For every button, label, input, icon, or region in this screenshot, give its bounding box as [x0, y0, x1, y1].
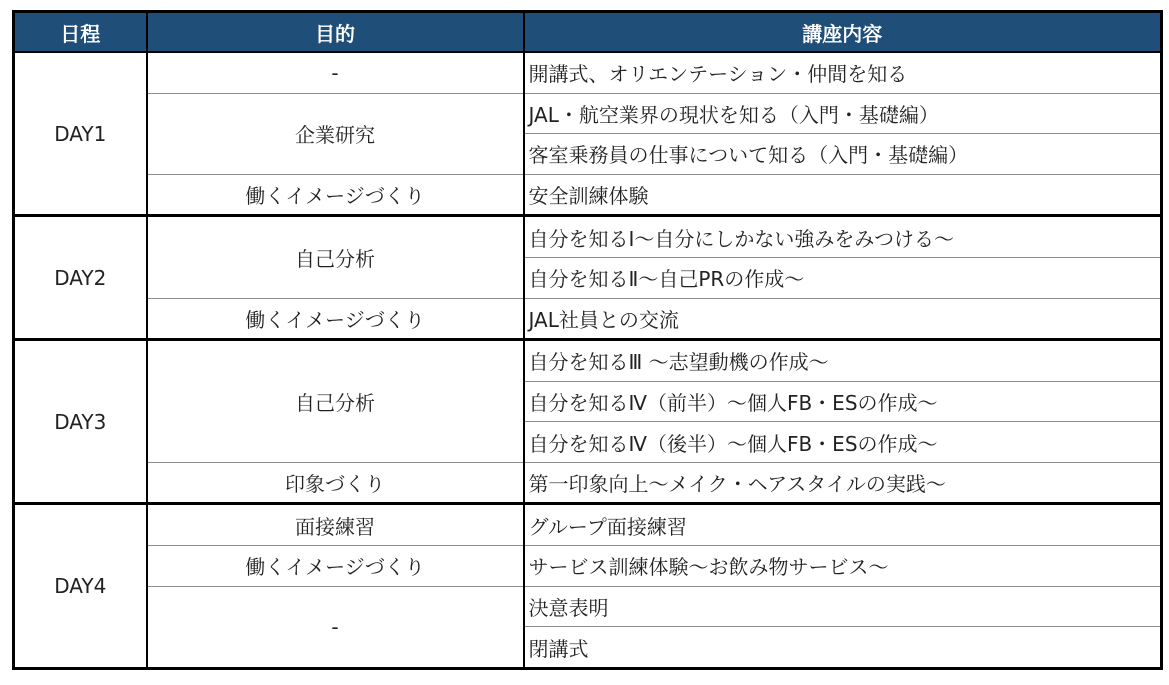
day-cell: DAY1 [14, 52, 147, 216]
table-row [14, 298, 1162, 340]
content-cell: 第一印象向上～メイク・ヘアスタイルの実践～ [524, 462, 1162, 504]
day-cell: DAY2 [14, 216, 147, 340]
table-row [14, 93, 1162, 134]
header-schedule: 日程 [14, 12, 147, 53]
content-cell: 閉講式 [524, 627, 1162, 669]
header-purpose: 目的 [147, 12, 524, 53]
header-content: 講座内容 [524, 12, 1162, 53]
content-cell: 開講式、オリエンテーション・仲間を知る [524, 52, 1162, 93]
purpose-cell: 自己分析 [147, 340, 524, 463]
table-row [14, 504, 1162, 546]
purpose-cell: 自己分析 [147, 216, 524, 298]
content-cell: 自分を知るⅢ ～志望動機の作成～ [524, 340, 1162, 382]
header-row [14, 12, 1162, 53]
content-cell: 自分を知るⅣ（後半）～個人FB・ESの作成～ [524, 422, 1162, 463]
table-row [14, 586, 1162, 627]
purpose-cell: 企業研究 [147, 93, 524, 174]
day-cell: DAY4 [14, 504, 147, 669]
content-cell: 自分を知るⅠ～自分にしかない強みをみつける～ [524, 216, 1162, 258]
purpose-cell: 面接練習 [147, 504, 524, 546]
content-cell: 安全訓練体験 [524, 174, 1162, 216]
content-cell: サービス訓練体験～お飲み物サービス～ [524, 546, 1162, 587]
content-cell: 客室乗務員の仕事について知る（入門・基礎編） [524, 134, 1162, 175]
content-cell: 自分を知るⅣ（前半）～個人FB・ESの作成～ [524, 381, 1162, 422]
day-cell: DAY3 [14, 340, 147, 504]
table-row [14, 52, 1162, 93]
schedule-table [12, 10, 1163, 670]
content-cell: JAL・航空業界の現状を知る（入門・基礎編） [524, 93, 1162, 134]
purpose-cell: - [147, 586, 524, 668]
content-cell: グループ面接練習 [524, 504, 1162, 546]
content-cell: JAL社員との交流 [524, 298, 1162, 340]
purpose-cell: 印象づくり [147, 462, 524, 504]
table-row [14, 462, 1162, 504]
schedule-body [14, 52, 1162, 669]
purpose-cell: 働くイメージづくり [147, 298, 524, 340]
table-row [14, 340, 1162, 382]
purpose-cell: - [147, 52, 524, 93]
table-row [14, 174, 1162, 216]
purpose-cell: 働くイメージづくり [147, 174, 524, 216]
table-row [14, 216, 1162, 258]
purpose-cell: 働くイメージづくり [147, 546, 524, 587]
content-cell: 自分を知るⅡ～自己PRの作成～ [524, 257, 1162, 298]
table-row [14, 546, 1162, 587]
content-cell: 決意表明 [524, 586, 1162, 627]
